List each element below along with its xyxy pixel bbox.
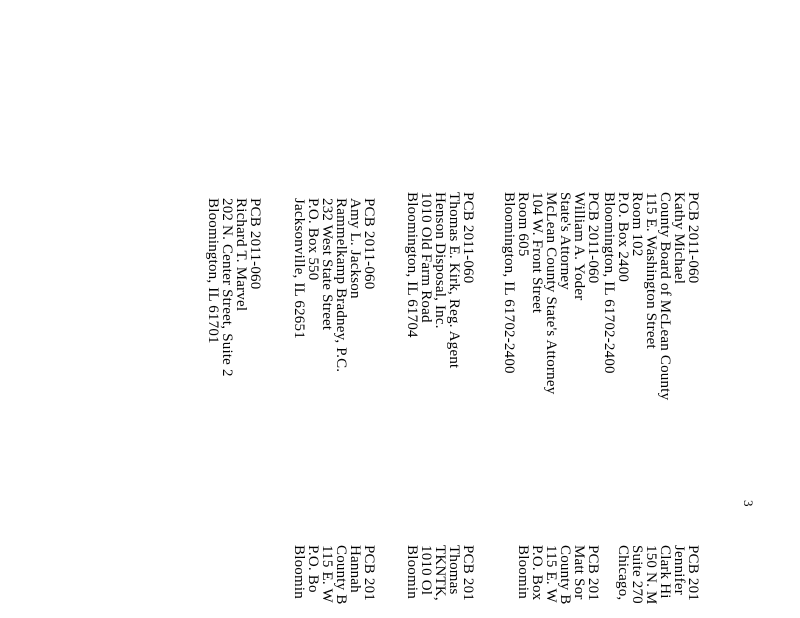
street-address: 150 N. M — [643, 545, 659, 605]
case-number: PCB 2011-060 — [685, 192, 701, 284]
address-block-2 — [502, 192, 600, 394]
street-address: 104 W. Front Street — [529, 192, 545, 314]
organization: TKNTK, — [432, 545, 448, 601]
city-state-zip: Bloomington, IL 61702-2400 — [601, 192, 617, 374]
organization: County B — [333, 545, 349, 605]
address-block-9 — [292, 545, 376, 605]
organization: County B — [557, 545, 573, 605]
recipient-name: Richard T. Marvel — [233, 198, 249, 312]
city-state-zip: Chicago, — [615, 545, 631, 601]
city-state-zip: Bloomington, IL 61701 — [205, 198, 221, 344]
recipient-name: Kathy Michael — [671, 192, 687, 285]
street-address: 115 E. Washington Street — [643, 192, 659, 349]
recipient-name: Jennifer — [671, 545, 687, 595]
room: Room 605 — [515, 192, 531, 257]
title: State's Attorney — [557, 192, 573, 290]
address-block-4 — [292, 198, 376, 372]
case-number: PCB 2011-060 — [460, 192, 476, 284]
street-address: 1010 Ol — [418, 545, 434, 596]
street-address: 232 West State Street — [319, 198, 335, 331]
address-block-6 — [616, 545, 700, 605]
recipient-name: William A. Yoder — [571, 192, 587, 301]
po-box: P.O. Bo — [305, 545, 321, 593]
recipient-name: Thomas — [446, 545, 462, 595]
case-number: PCB 2011-060 — [585, 192, 601, 284]
suite: Suite 270 — [629, 545, 645, 604]
case-number: PCB 201 — [361, 545, 377, 602]
street-address: 115 E. W — [319, 545, 335, 603]
organization: Henson Disposal, Inc. — [432, 192, 448, 329]
address-block-3 — [405, 192, 475, 368]
organization: McLean County State's Attorney — [543, 192, 559, 395]
street-address: 115 E. W — [543, 545, 559, 603]
po-box: P.O. Box — [529, 545, 545, 601]
po-box: P.O. Box 2400 — [615, 192, 631, 283]
recipient-name: Thomas E. Kirk, Reg. Agent — [446, 192, 462, 369]
organization: County Board of McLean County — [657, 192, 673, 401]
address-block-1 — [602, 192, 700, 400]
po-box: P.O. Box 550 — [305, 198, 321, 281]
city-state-zip: Bloomin — [404, 545, 420, 599]
recipient-name: Amy L. Jackson — [347, 198, 363, 299]
address-block-5 — [206, 198, 262, 377]
city-state-zip: Jacksonville, IL 62651 — [291, 198, 307, 339]
case-number: PCB 2011-060 — [361, 198, 377, 290]
case-number: PCB 201 — [685, 545, 701, 602]
organization: Clark Hi — [657, 545, 673, 599]
case-number: PCB 201 — [460, 545, 476, 602]
room: Room 102 — [629, 192, 645, 257]
address-block-7 — [516, 545, 600, 605]
street-address: 202 N. Center Street, Suite 2 — [219, 198, 235, 377]
recipient-name: Matt Sor — [571, 545, 587, 600]
organization: Rammelkamp Bradney, P.C. — [333, 198, 349, 373]
city-state-zip: Bloomington, IL 61704 — [404, 192, 420, 338]
street-address: 1010 Old Farm Road — [418, 192, 434, 323]
city-state-zip: Bloomington, IL 61702-2400 — [501, 192, 517, 374]
city-state-zip: Bloomin — [515, 545, 531, 599]
recipient-name: Hannah — [347, 545, 363, 593]
address-block-8 — [405, 545, 475, 601]
case-number: PCB 201 — [585, 545, 601, 602]
page-number: 3 — [741, 500, 756, 507]
city-state-zip: Bloomin — [291, 545, 307, 599]
case-number: PCB 2011-060 — [247, 198, 263, 290]
